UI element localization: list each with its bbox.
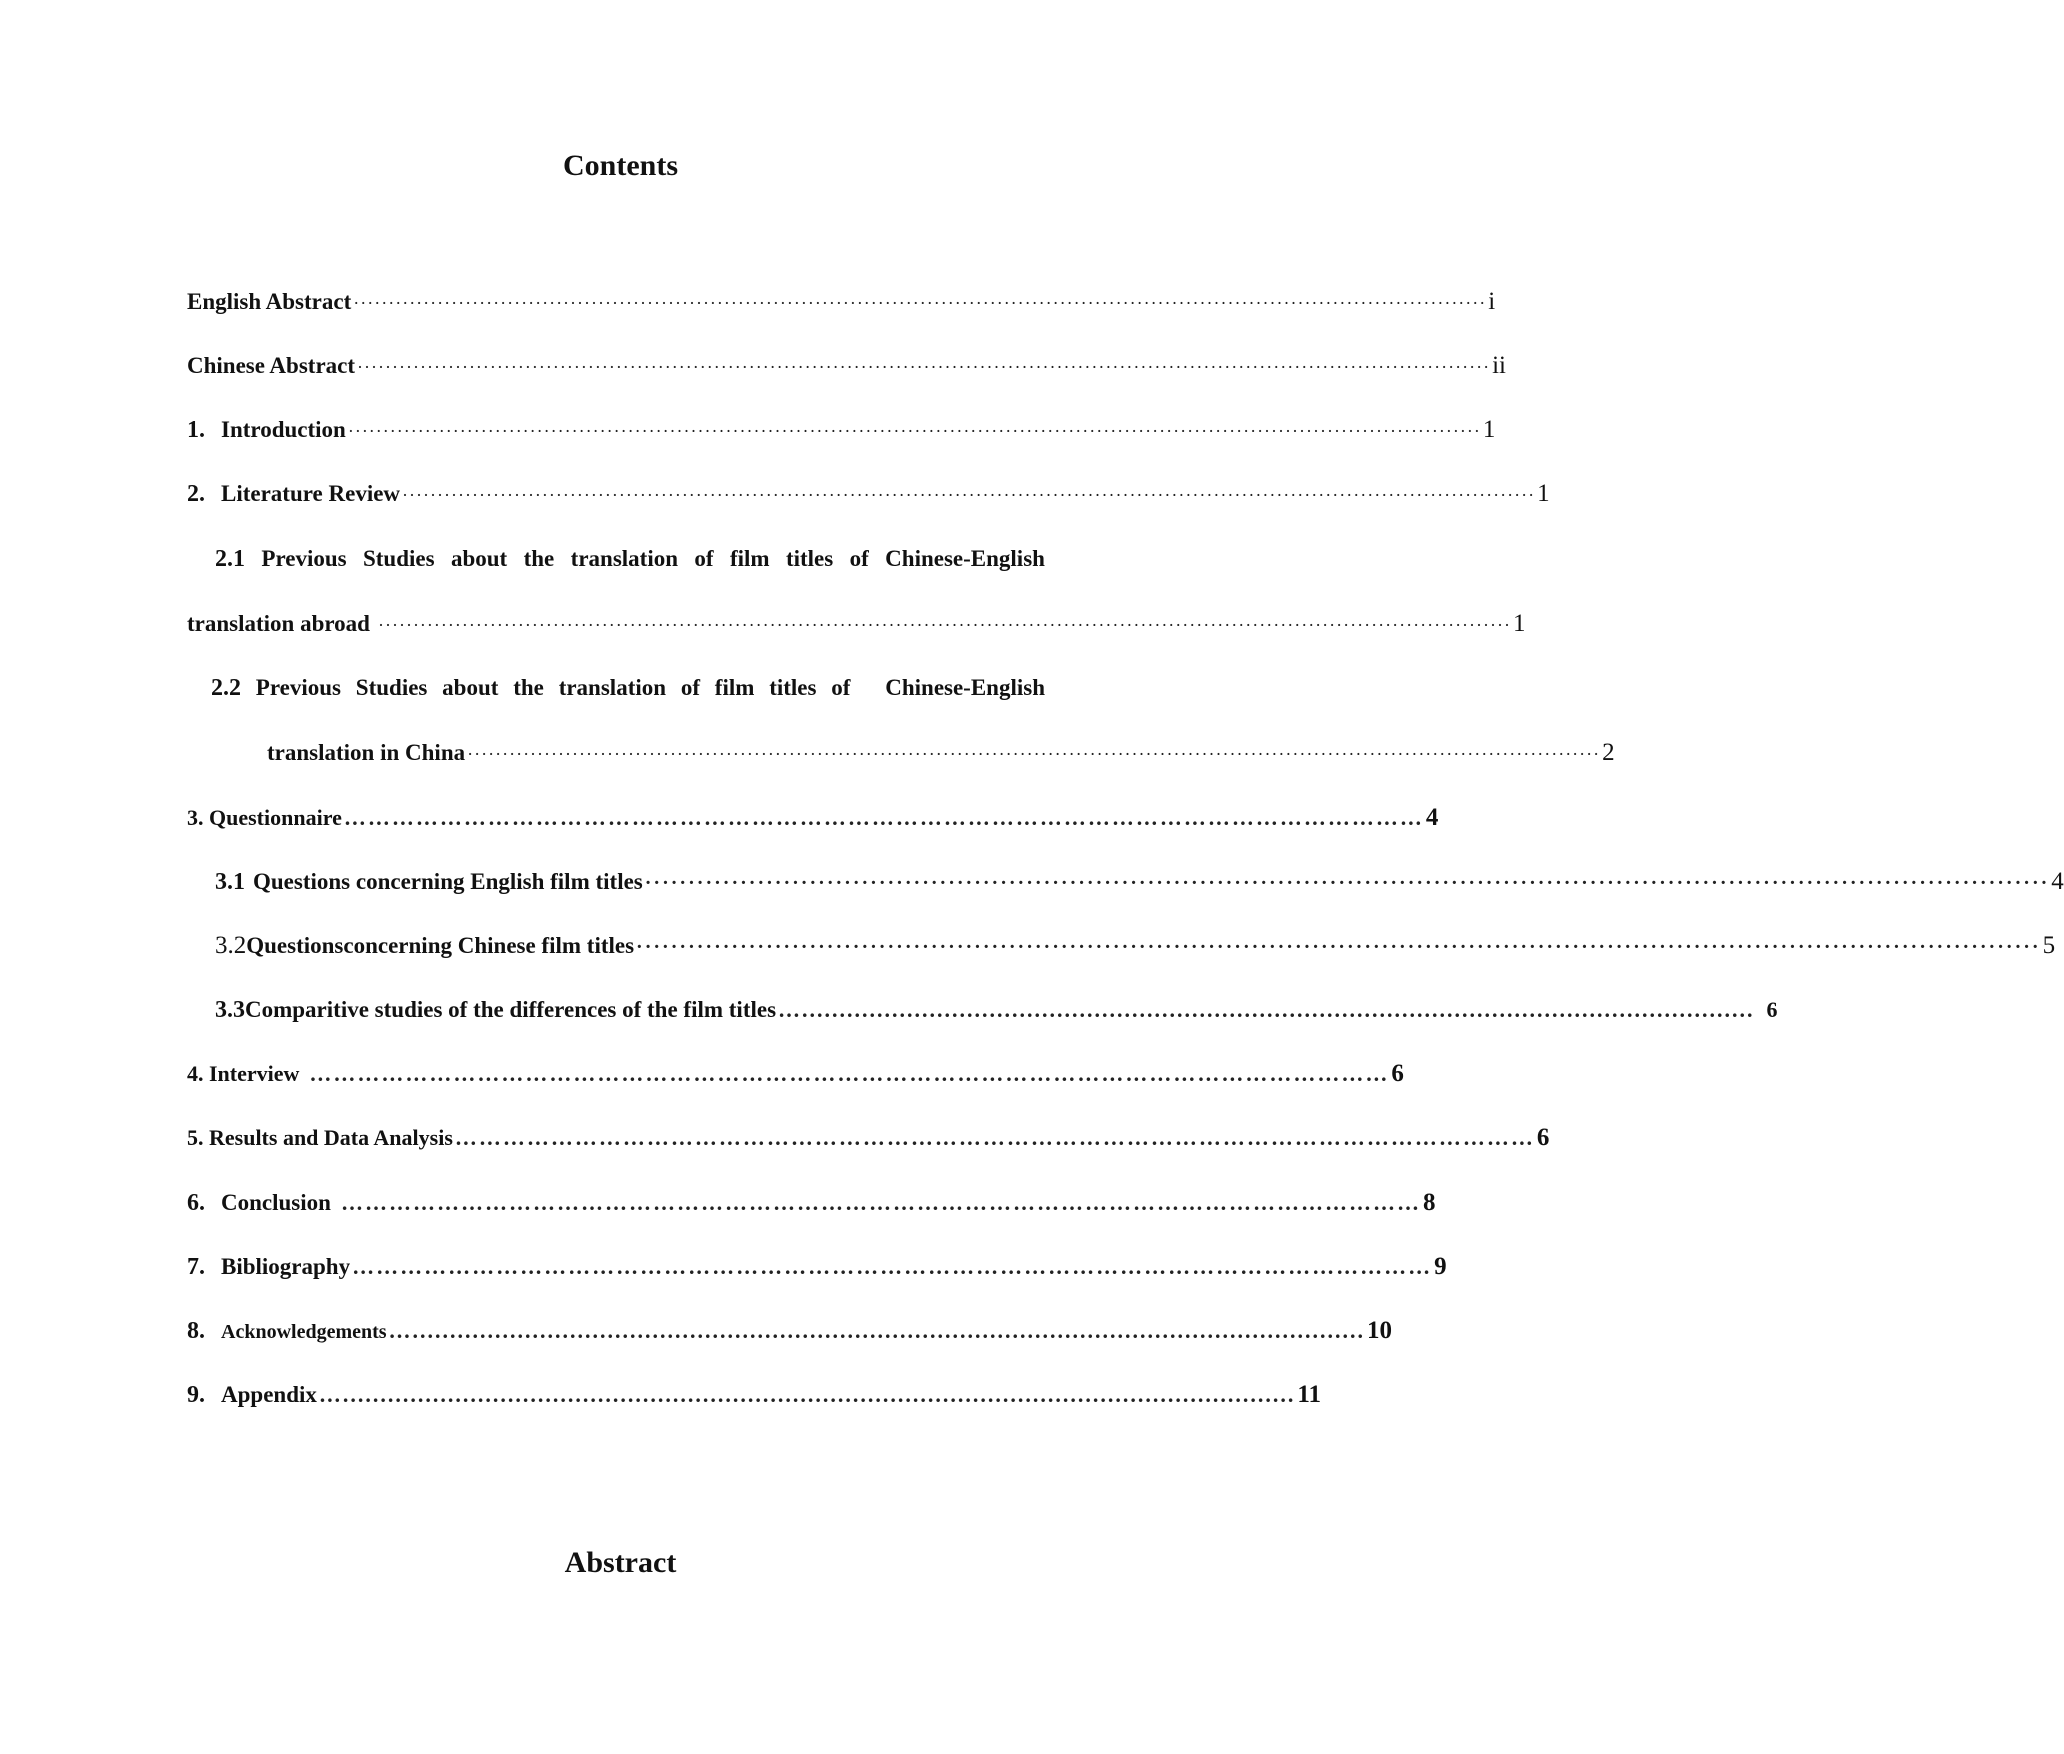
dot-leader: ·································································································································································· bbox=[357, 357, 1491, 377]
section-number: 9. bbox=[187, 1382, 205, 1408]
toc-label: Appendix bbox=[221, 1382, 317, 1407]
dot-leader: …............................................................................................................................... bbox=[388, 1318, 1366, 1343]
toc-entry-literature-review[interactable] bbox=[187, 474, 1550, 514]
toc-entry-chinese-abstract[interactable] bbox=[187, 346, 1506, 386]
title-word: Studies bbox=[362, 546, 435, 571]
toc-label: Questions concerning English film titles bbox=[253, 869, 643, 894]
dot-leader: ·································································································································································· bbox=[347, 421, 1481, 441]
title-word: the bbox=[523, 546, 555, 571]
dot-leader: ·································································································································································· bbox=[644, 872, 2050, 894]
title-word: of bbox=[849, 546, 869, 571]
abstract-heading: Abstract bbox=[564, 1546, 677, 1579]
title-word: titles bbox=[769, 675, 817, 700]
dot-leader: ·································································································································································· bbox=[353, 293, 1487, 313]
page-number: 1 bbox=[1537, 480, 1550, 507]
page-number: 1 bbox=[1482, 416, 1496, 443]
section-number: 3.3 bbox=[215, 997, 245, 1023]
toc-label: Bibliography bbox=[221, 1254, 351, 1279]
title-word: translation bbox=[570, 546, 678, 571]
toc-entry-2-2-continuation[interactable] bbox=[267, 733, 1615, 773]
section-number: 2.1 bbox=[215, 546, 245, 572]
page-number: 9 bbox=[1434, 1253, 1447, 1280]
page-number: 8 bbox=[1422, 1189, 1436, 1216]
title-word: about bbox=[442, 675, 499, 700]
dot-leader: ·································································································································································· bbox=[636, 936, 2041, 958]
title-word: film bbox=[729, 546, 770, 571]
title-word: titles bbox=[785, 546, 834, 571]
toc-entry-2-1-title[interactable] bbox=[215, 539, 1045, 579]
section-number: 7. bbox=[187, 1254, 205, 1280]
dot-leader: ……………………………………………………………………………………………………………………… bbox=[352, 1254, 1433, 1279]
toc-label: 4. Interview bbox=[187, 1061, 300, 1086]
page-number: 6 bbox=[1536, 1124, 1550, 1151]
toc-entry-bibliography[interactable] bbox=[187, 1247, 1447, 1287]
dot-leader: ·································································································································································· bbox=[467, 744, 1601, 764]
page-number: ii bbox=[1492, 352, 1506, 379]
toc-label: 5. Results and Data Analysis bbox=[187, 1125, 453, 1150]
dot-leader: …............................................................................................................................... bbox=[318, 1382, 1296, 1407]
toc-label: translation abroad bbox=[187, 611, 370, 636]
toc-entry-3-1[interactable] bbox=[215, 862, 2064, 902]
section-number: 2.2 bbox=[211, 675, 241, 701]
toc-label: Acknowledgements bbox=[221, 1321, 387, 1343]
section-number: 1. bbox=[187, 417, 205, 443]
toc-entry-results[interactable] bbox=[187, 1118, 1550, 1158]
toc-label: Comparitive studies of the differences of the film titles bbox=[245, 997, 777, 1022]
page-number: 6 bbox=[1391, 1060, 1404, 1087]
title-word: of bbox=[831, 675, 851, 700]
title-word: Previous bbox=[255, 675, 341, 700]
title-word: of bbox=[694, 546, 714, 571]
page-number: 10 bbox=[1367, 1317, 1393, 1344]
toc-label: 3. Questionnaire bbox=[187, 805, 342, 830]
toc-entry-introduction[interactable] bbox=[187, 410, 1496, 450]
title-word: about bbox=[450, 546, 508, 571]
dot-leader: ……………………………………………………………………………………………………………………… bbox=[454, 1125, 1535, 1150]
title-word: translation bbox=[558, 675, 667, 700]
dot-leader: ……………………………………………………………………………………………………………………… bbox=[340, 1190, 1421, 1215]
toc-entry-acknowledgements[interactable] bbox=[187, 1311, 1393, 1351]
section-number: 6. bbox=[187, 1190, 205, 1216]
contents-heading: Contents bbox=[562, 149, 678, 182]
toc-entry-conclusion[interactable] bbox=[187, 1183, 1436, 1223]
page-number: i bbox=[1488, 288, 1496, 315]
title-word: Chinese-English bbox=[885, 546, 1045, 571]
title-word: film bbox=[714, 675, 755, 700]
title-word: Previous bbox=[261, 546, 347, 571]
toc-entry-3-3[interactable] bbox=[215, 990, 1778, 1030]
toc-entry-questionnaire[interactable] bbox=[187, 798, 1439, 838]
dot-leader: ……………………………………………………………………………………………………………………… bbox=[309, 1061, 1390, 1086]
toc-entry-interview[interactable] bbox=[187, 1054, 1404, 1094]
page-number: 1 bbox=[1513, 610, 1526, 637]
toc-label: Introduction bbox=[221, 417, 346, 442]
page-number: 4 bbox=[2051, 868, 2064, 895]
dot-leader: ·································································································································································· bbox=[402, 485, 1536, 505]
toc-label: Conclusion bbox=[221, 1190, 331, 1215]
toc-entry-english-abstract[interactable] bbox=[187, 282, 1496, 322]
toc-label: translation in China bbox=[267, 740, 466, 765]
toc-entry-3-2[interactable] bbox=[215, 926, 2056, 966]
title-word: Studies bbox=[355, 675, 428, 700]
toc-label: English Abstract bbox=[187, 289, 352, 314]
page-number: 6 bbox=[1766, 997, 1778, 1022]
page-number: 5 bbox=[2042, 932, 2056, 959]
toc-entry-appendix[interactable] bbox=[187, 1375, 1321, 1415]
title-word: the bbox=[513, 675, 544, 700]
dot-leader: ……………………………………………………………………………………………………………………… bbox=[343, 805, 1424, 830]
toc-label: Literature Review bbox=[221, 481, 401, 506]
dot-leader: …............................................................................................................................... bbox=[778, 997, 1755, 1022]
toc-label: Questionsconcerning Chinese film titles bbox=[246, 933, 635, 958]
section-number: 2. bbox=[187, 481, 205, 507]
title-word: of bbox=[680, 675, 700, 700]
title-word: Chinese-English bbox=[885, 675, 1045, 700]
page-number: 11 bbox=[1297, 1381, 1321, 1408]
page-number: 2 bbox=[1602, 739, 1615, 766]
dot-leader: ·································································································································································· bbox=[377, 615, 1512, 635]
toc-label: Chinese Abstract bbox=[187, 353, 356, 378]
section-number: 3.2 bbox=[215, 932, 247, 959]
page-number: 4 bbox=[1425, 804, 1439, 831]
section-number: 8. bbox=[187, 1318, 205, 1344]
section-number: 3.1 bbox=[215, 869, 245, 895]
toc-entry-2-1-continuation[interactable] bbox=[187, 604, 1526, 644]
toc-entry-2-2-title[interactable] bbox=[211, 668, 1045, 708]
